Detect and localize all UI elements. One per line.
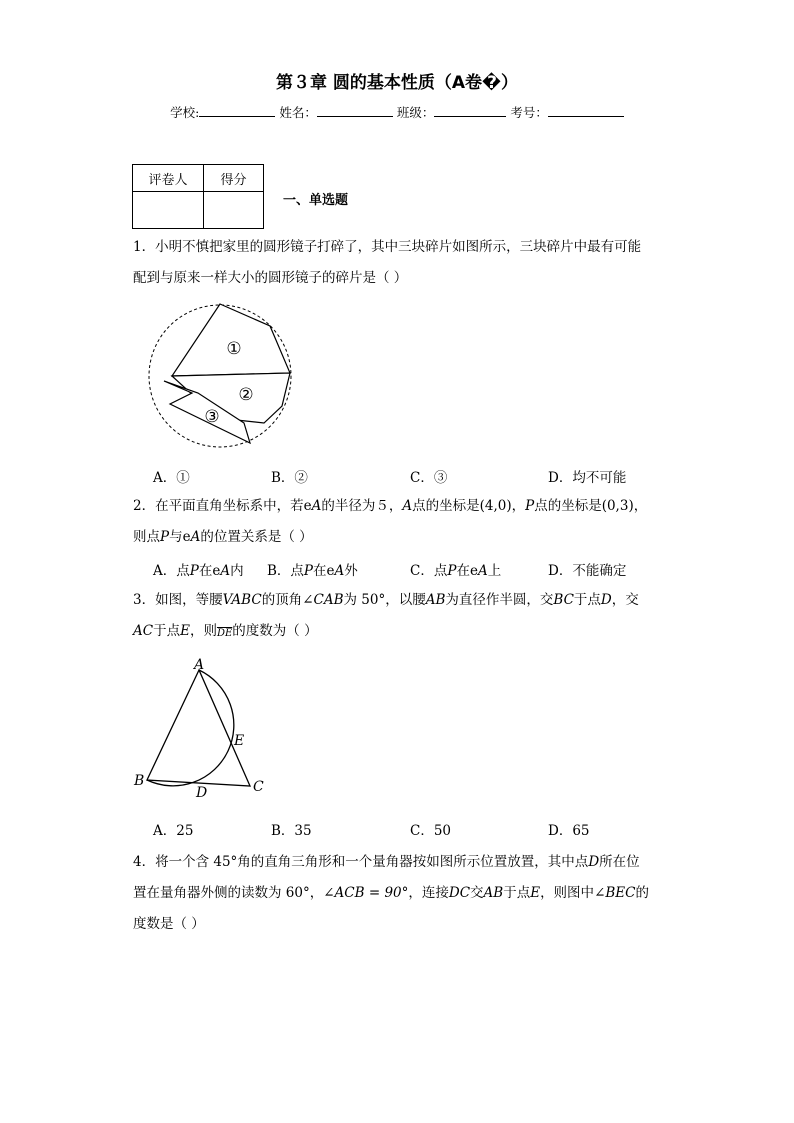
q2-line1 [133,491,647,521]
q2-text: ， [633,498,648,514]
school-label: 学校: [170,105,200,120]
q3-point-d: D [600,592,612,608]
q4-text: 交 [470,885,484,901]
q4-text: 置在量角器外侧的读数为 60°， [133,885,324,901]
q3-option-b[interactable]: B．35 [271,823,312,839]
school-blank[interactable] [199,104,275,117]
q2-coord-a: (4,0) [479,498,512,514]
q1-line2: 配到与原来一样大小的圆形镜子的碎片是（ ） [133,270,408,286]
q2-option-a-text: 在 [198,563,213,579]
q3-option-d[interactable]: D．65 [548,823,590,839]
section-title: 一、单选题 [283,193,349,208]
q4-text: 所在位 [599,854,640,870]
q4-text: ，连接 [408,885,449,901]
q2-option-c-text: 上 [487,563,502,579]
q1-option-b[interactable]: B．② [271,470,308,486]
q1-figure [140,296,300,456]
q3-text: 的度数为（ ） [232,623,318,639]
q3-arc-de: $\overline{DE}$ [216,628,233,639]
q2-var-a: A [402,498,413,514]
q3-text: 为直径作半圆，交 [445,592,554,608]
q4-point-d: D [588,854,600,870]
q2-text: 与 [169,529,183,545]
q4-text: ，则图中 [540,885,595,901]
q2-option-c-circle-symbol: e [469,563,478,579]
score-table-score-cell[interactable] [204,192,264,229]
name-blank[interactable] [317,104,393,117]
q2-circle-symbol: e [303,498,312,514]
q1-option-d[interactable]: D．均不可能 [548,470,627,486]
q3-angle: ∠CAB [302,592,344,608]
q1-label-1: ① [226,339,242,359]
student-info-line [0,103,794,121]
q2-option-c-text: 在 [456,563,470,579]
q2-option-b-text: 在 [313,563,327,579]
q3-point-e: E [180,623,190,639]
q2-option-b-var-p: P [303,563,314,579]
q3-label-d: D [196,785,208,801]
q2-option-a-text: 内 [230,563,244,579]
q3-seg-ac: AC [133,623,154,639]
q4-text: 的 [635,885,649,901]
q1-label-2: ② [238,385,254,405]
q4-angle-acb: ∠ACB = 90° [323,885,409,901]
q3-option-c[interactable]: C．50 [410,823,452,839]
q2-option-b-text: B．点 [267,563,304,579]
exam-no-blank[interactable] [548,104,624,117]
q3-text: 3．如图，等腰 [133,592,223,608]
page-title: 第３章 圆的基本性质（A卷�） [275,73,518,93]
q2-option-b-text: 外 [344,563,358,579]
q2-text: 的位置关系是（ ） [200,529,313,545]
q1-option-a[interactable]: A．① [153,470,190,486]
q3-label-b: B [134,773,145,789]
class-blank[interactable] [434,104,506,117]
q2-option-c[interactable] [410,559,501,579]
q3-label-c: C [253,779,264,795]
q3-text: 的顶角 [261,592,303,608]
q1-option-c[interactable]: C．③ [410,470,448,486]
q2-option-d[interactable] [548,559,626,579]
name-label: 姓名： [279,105,317,120]
q3-text: 于点 [153,623,181,639]
q2-option-a-text: A．点 [153,563,190,579]
class-label: 班级： [396,105,435,120]
q3-text: 为 50°，以腰 [343,592,426,608]
q2-option-a-var-a: A [220,563,231,579]
q2-option-c-var-p: P [447,563,457,579]
q2-option-c-text: C．点 [410,563,448,579]
q2-option-b[interactable] [267,559,358,579]
q4-seg-ab: AB [483,885,504,901]
q3-line1 [133,585,639,615]
q2-text: 则点 [133,529,160,545]
q2-var-a: A [311,498,322,514]
q4-line2 [133,878,649,908]
q3-figure [128,652,278,802]
q3-option-a[interactable]: A．25 [153,823,194,839]
q2-var-p: P [160,529,170,545]
q3-text: ，交 [611,592,639,608]
q2-circle-symbol: e [182,529,191,545]
q4-line1 [133,847,640,877]
q1-line1: 1．小明不慎把家里的圆形镜子打碎了，其中三块碎片如图所示，三块碎片中最有可能 [133,239,642,255]
q2-text: ， [511,498,526,514]
exam-no-label: 考号： [510,105,548,120]
q3-seg-ab: AB [425,592,446,608]
q2-option-a[interactable] [153,559,244,579]
q3-label-a: A [194,657,205,673]
q2-var-p: P [525,498,535,514]
q4-seg-dc: DC [448,885,471,901]
q2-text: 的半径为５， [321,498,403,514]
score-table-score-header: 得分 [204,165,264,192]
q2-option-a-var-p: P [189,563,199,579]
score-table-grader-header: 评卷人 [133,165,204,192]
q3-text: ，则 [189,623,217,639]
q1-label-3: ③ [204,407,220,427]
q3-label-e: E [234,733,245,749]
q3-line2 [133,616,318,648]
q2-var-a: A [190,529,201,545]
score-table [132,164,264,229]
q4-text: 于点 [503,885,531,901]
q2-option-d-text: D．不能确定 [548,563,627,579]
q2-line2 [133,522,313,552]
q2-option-b-var-a: A [334,563,345,579]
q2-option-c-var-a: A [477,563,488,579]
q4-point-e: E [530,885,541,901]
q3-text: 于点 [573,592,601,608]
q3-triangle: VABC [222,592,262,608]
q2-text: 点的坐标是 [412,498,480,514]
q2-option-b-circle-symbol: e [326,563,335,579]
q3-seg-bc: BC [553,592,574,608]
q4-angle-bec: ∠BEC [594,885,636,901]
q2-text: 点的坐标是 [534,498,602,514]
q2-text: 2．在平面直角坐标系中，若 [133,498,304,514]
q4-text: 4．将一个含 45°角的直角三角形和一个量角器按如图所示位置放置，其中点 [133,854,589,870]
score-table-grader-cell[interactable] [133,192,204,229]
q2-option-a-circle-symbol: e [212,563,221,579]
q4-line3: 度数是（ ） [133,916,205,932]
q2-coord-p: (0,3) [601,498,634,514]
